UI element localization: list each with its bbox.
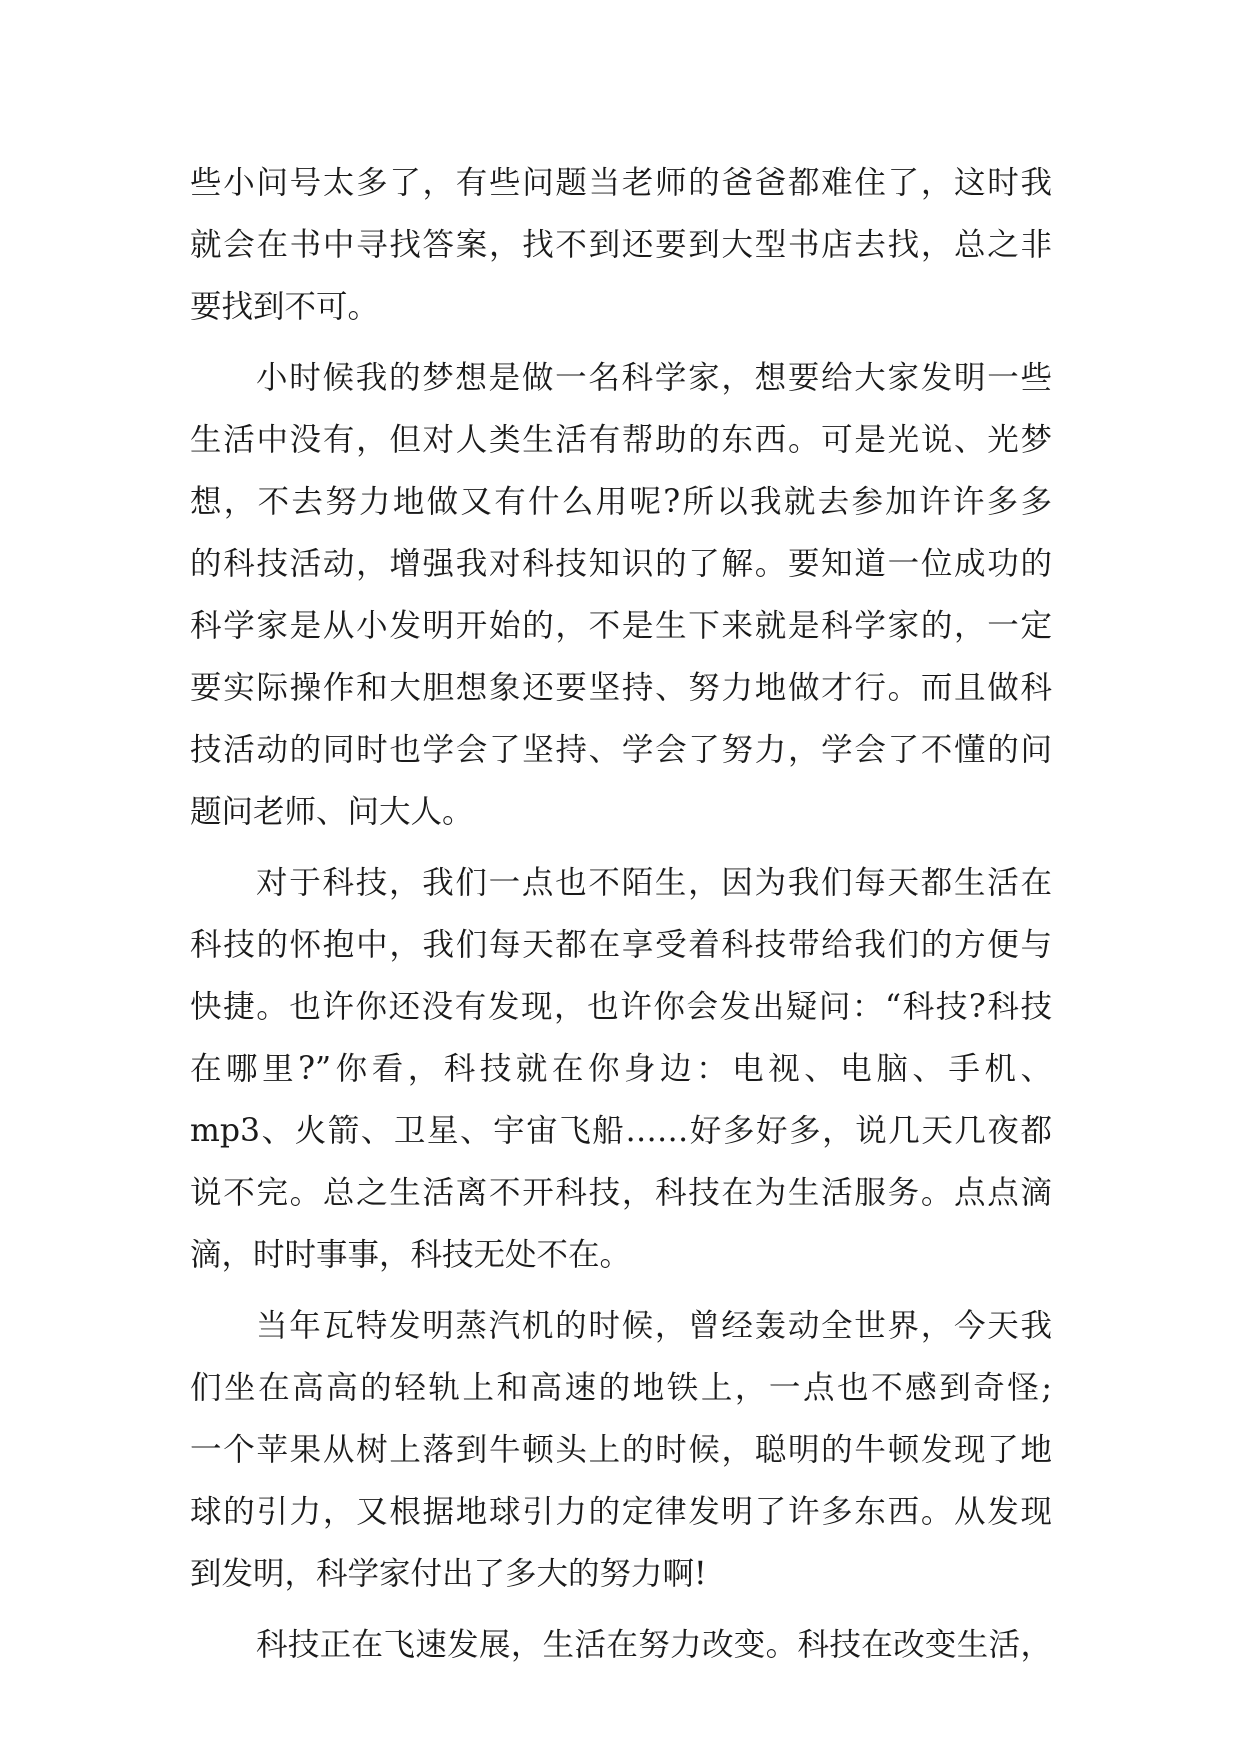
text-line: 科学家是从小发明开始的，不是生下来就是科学家的，一定 [190, 608, 1052, 644]
text-line: 想，不去努力地做又有什么用呢?所以我就去参加许许多多 [190, 484, 1052, 520]
text-line: 小时候我的梦想是做一名科学家，想要给大家发明一些 [256, 360, 1052, 396]
text-line: mp3、火箭、卫星、宇宙飞船……好多好多，说几天几夜都 [190, 1113, 1052, 1149]
text-line: 当年瓦特发明蒸汽机的时候，曾经轰动全世界，今天我 [256, 1308, 1052, 1344]
text-line: 科技正在飞速发展，生活在努力改变。科技在改变生活， [256, 1627, 1052, 1663]
text-line: 就会在书中寻找答案，找不到还要到大型书店去找，总之非 [190, 227, 1052, 263]
text-line: 们坐在高高的轻轨上和高速的地铁上，一点也不感到奇怪; [190, 1370, 1052, 1406]
text-line: 滴，时时事事，科技无处不在。 [190, 1237, 632, 1273]
text-line: 要找到不可。 [190, 289, 380, 325]
text-line: 快捷。也许你还没有发现，也许你会发出疑问：“科技?科技 [190, 989, 1052, 1025]
text-line: 的科技活动，增强我对科技知识的了解。要知道一位成功的 [190, 546, 1052, 582]
text-line: 技活动的同时也学会了坚持、学会了努力，学会了不懂的问 [190, 732, 1052, 768]
text-line: 说不完。总之生活离不开科技，科技在为生活服务。点点滴 [190, 1175, 1052, 1211]
text-line: 一个苹果从树上落到牛顿头上的时候，聪明的牛顿发现了地 [190, 1432, 1052, 1468]
text-line: 题问老师、问大人。 [190, 794, 474, 830]
text-line: 要实际操作和大胆想象还要坚持、努力地做才行。而且做科 [190, 670, 1052, 706]
text-line: 到发明，科学家付出了多大的努力啊! [190, 1556, 707, 1592]
text-line: 对于科技，我们一点也不陌生，因为我们每天都生活在 [256, 865, 1052, 901]
text-line: 球的引力，又根据地球引力的定律发明了许多东西。从发现 [190, 1494, 1052, 1530]
text-line: 在哪里?”你看，科技就在你身边：电视、电脑、手机、 [190, 1051, 1052, 1087]
text-line: 些小问号太多了，有些问题当老师的爸爸都难住了，这时我 [190, 165, 1052, 201]
text-line: 科技的怀抱中，我们每天都在享受着科技带给我们的方便与 [190, 927, 1052, 963]
text-line: 生活中没有，但对人类生活有帮助的东西。可是光说、光梦 [190, 422, 1052, 458]
